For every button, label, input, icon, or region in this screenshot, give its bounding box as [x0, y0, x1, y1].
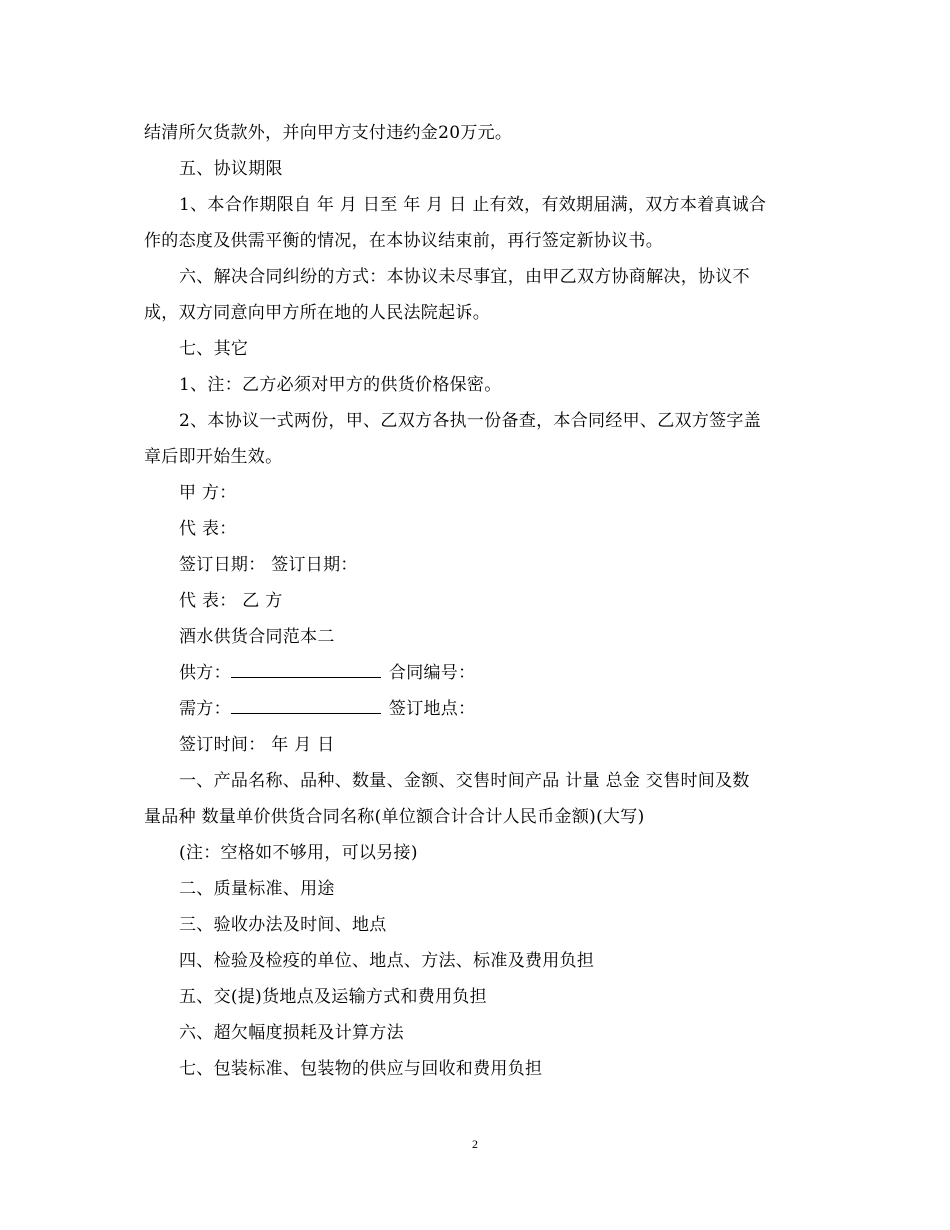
signature-line: 签订日期： 签订日期：	[179, 555, 358, 575]
signature-line: 代 表： 乙 方	[179, 591, 283, 611]
buyer-line	[144, 691, 809, 727]
supplier-line	[144, 655, 809, 691]
paragraph-line: 章后即开始生效。	[144, 447, 283, 467]
supplier-label: 供方：	[179, 663, 231, 683]
signing-time-line: 签订时间： 年 月 日	[179, 735, 335, 755]
paragraph-line: 作的态度及供需平衡的情况，在本协议结束前，再行签定新协议书。	[144, 231, 663, 251]
buyer-blank	[231, 698, 381, 714]
section-heading: 五、交(提)货地点及运输方式和费用负担	[179, 987, 487, 1007]
section-heading: 五、协议期限	[179, 159, 283, 179]
contract-number-label: 合同编号：	[388, 663, 476, 683]
paragraph-line: 1、注：乙方必须对甲方的供货价格保密。	[179, 375, 502, 395]
section-heading: 四、检验及检疫的单位、地点、方法、标准及费用负担	[179, 951, 595, 971]
paragraph-line: 2、本协议一式两份，甲、乙双方各执一份备查，本合同经甲、乙双方签字盖	[179, 411, 762, 431]
paragraph-line: 1、本合作期限自 年 月 日至 年 月 日 止有效，有效期届满，双方本着真诚合	[179, 195, 767, 215]
paragraph-line: 成，双方同意向甲方所在地的人民法院起诉。	[144, 303, 490, 323]
signature-line: 代 表：	[179, 519, 237, 539]
page-number: 2	[472, 1137, 478, 1151]
note-line: (注：空格如不够用，可以另接)	[179, 843, 418, 863]
buyer-label: 需方：	[179, 699, 231, 719]
paragraph-line: 六、解决合同纠纷的方式：本协议未尽事宜，由甲乙双方协商解决，协议不	[179, 267, 750, 287]
supplier-blank	[231, 662, 381, 678]
document-subtitle: 酒水供货合同范本二	[179, 627, 335, 647]
paragraph-line: 量品种 数量单价供货合同名称(单位额合计合计人民币金额)(大写)	[144, 807, 645, 827]
section-heading: 七、其它	[179, 339, 249, 359]
section-heading: 六、超欠幅度损耗及计算方法	[179, 1023, 404, 1043]
section-heading: 七、包装标准、包装物的供应与回收和费用负担	[179, 1059, 543, 1079]
paragraph-line: 一、产品名称、品种、数量、金额、交售时间产品 计量 总金 交售时间及数	[179, 771, 750, 791]
section-heading: 三、验收办法及时间、地点	[179, 915, 387, 935]
signature-line: 甲 方：	[179, 483, 237, 503]
section-heading: 二、质量标准、用途	[179, 879, 335, 899]
document-body	[144, 115, 809, 1087]
signing-place-label: 签订地点：	[388, 699, 476, 719]
paragraph-line: 结清所欠货款外，并向甲方支付违约金20万元。	[144, 123, 513, 143]
